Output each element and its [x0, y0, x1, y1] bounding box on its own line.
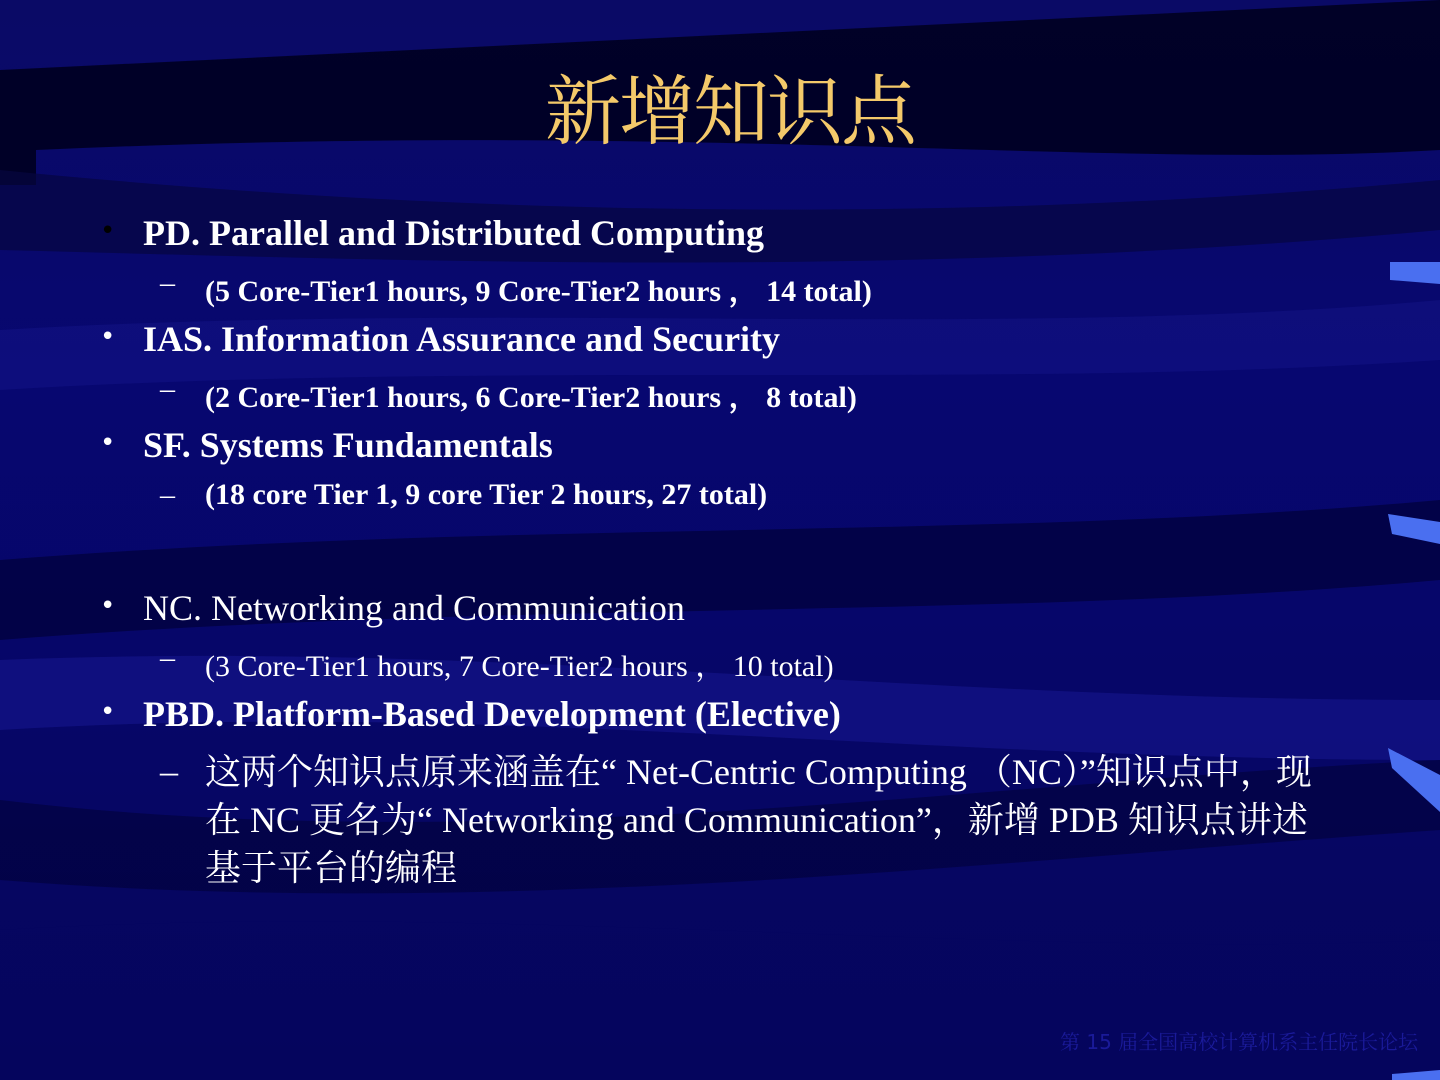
- dash-icon: –: [160, 266, 175, 299]
- topic-nc-hours: (3 Core-Tier1 hours, 7 Core-Tier2 hours ， 10 total): [205, 650, 834, 683]
- bullet-icon: •: [100, 697, 116, 727]
- bullet-icon: •: [100, 591, 116, 621]
- topic-pd: PD. Parallel and Distributed Computing: [143, 213, 765, 253]
- slide-footer: 第 15 届全国高校计算机系主任院长论坛: [1060, 1030, 1419, 1054]
- topic-nc: NC. Networking and Communication: [143, 588, 685, 628]
- dash-icon: –: [160, 751, 178, 791]
- topic-sf-hours: (18 core Tier 1, 9 core Tier 2 hours, 27 total): [205, 478, 768, 511]
- bullet-icon: •: [100, 216, 116, 246]
- topic-pbd: PBD. Platform-Based Development (Elective): [143, 694, 841, 734]
- topic-note: 这两个知识点原来涵盖在“ Net-Centric Computing （NC）”知识点中，现在 NC 更名为“ Networking and Communication”，新增 PDB 知识点讲述基于平台的编程: [205, 752, 1312, 888]
- topic-sf: SF. Systems Fundamentals: [143, 425, 553, 465]
- topic-ias-hours: (2 Core-Tier1 hours, 6 Core-Tier2 hours ， 8 total): [205, 381, 857, 414]
- dash-icon: –: [160, 641, 175, 674]
- slide-title: 新增知识点: [545, 67, 915, 156]
- topic-pd-hours: (5 Core-Tier1 hours, 9 Core-Tier2 hours ， 14 total): [205, 275, 872, 308]
- dash-icon: –: [160, 478, 175, 511]
- bullet-icon: •: [100, 428, 116, 458]
- bullet-icon: •: [100, 322, 116, 352]
- dash-icon: –: [160, 372, 175, 405]
- topic-ias: IAS. Information Assurance and Security: [143, 319, 781, 359]
